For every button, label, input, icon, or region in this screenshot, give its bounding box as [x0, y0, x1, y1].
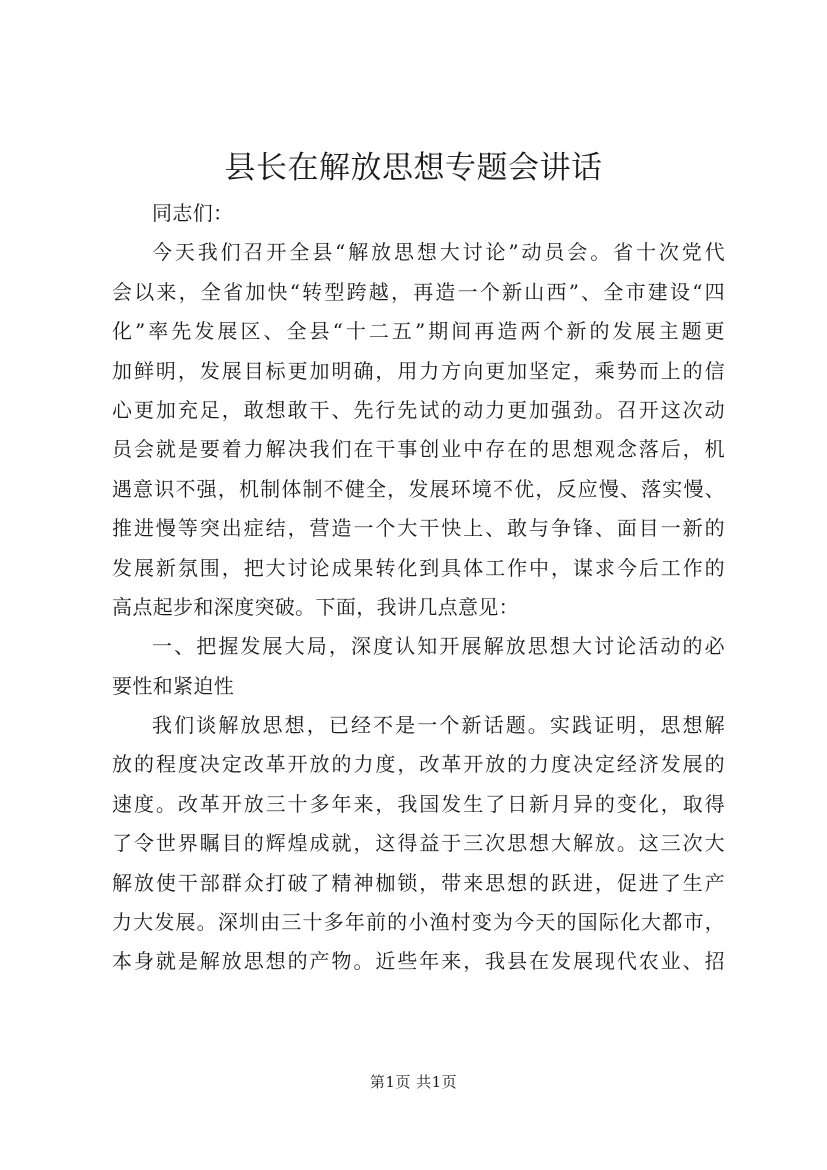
body-line: 速度。改革开放三十多年来，我国发生了日新月异的变化，取得 — [112, 791, 725, 816]
body-line: 化”率先发展区、全县“十二五”期间再造两个新的发展主题更 — [112, 319, 725, 344]
body-line: 放的程度决定改革开放的力度，改革开放的力度决定经济发展的 — [112, 752, 725, 777]
document-title: 县长在解放思想专题会讲话 — [224, 150, 603, 186]
body-line: 力大发展。深圳由三十多年前的小渔村变为今天的国际化大都市， — [112, 910, 725, 935]
body-line: 推进慢等突出症结，营造一个大干快上、敢与争锋、面目一新的 — [112, 516, 725, 541]
body-line: 高点起步和深度突破。下面，我讲几点意见： — [112, 594, 519, 619]
body-line: 本身就是解放思想的产物。近些年来，我县在发展现代农业、招 — [112, 949, 725, 974]
document-body — [112, 194, 725, 982]
body-line: 发展新氛围，把大讨论成果转化到具体工作中，谋求今后工作的 — [112, 555, 725, 580]
body-line: 遇意识不强，机制体制不健全，发展环境不优，反应慢、落实慢、 — [112, 476, 725, 501]
body-line: 会以来，全省加快“转型跨越，再造一个新山西”、全市建设“四 — [112, 279, 725, 304]
body-line: 我们谈解放思想，已经不是一个新话题。实践证明，思想解 — [152, 713, 725, 738]
body-line: 同志们： — [152, 201, 234, 225]
body-line: 加鲜明，发展目标更加明确，用力方向更加坚定，乘势而上的信 — [112, 358, 725, 383]
body-line: 了令世界瞩目的辉煌成就，这得益于三次思想大解放。这三次大 — [112, 831, 725, 856]
body-line: 员会就是要着力解决我们在干事创业中存在的思想观念落后，机 — [112, 437, 725, 462]
body-line: 要性和紧迫性 — [112, 673, 235, 698]
body-line: 一、把握发展大局，深度认知开展解放思想大讨论活动的必 — [152, 634, 725, 659]
body-line: 心更加充足，敢想敢干、先行先试的动力更加强劲。召开这次动 — [112, 397, 725, 422]
body-line: 今天我们召开全县“解放思想大讨论”动员会。省十次党代 — [152, 240, 725, 265]
body-line: 解放使干部群众打破了精神枷锁，带来思想的跃进，促进了生产 — [112, 870, 725, 895]
page-footer: 第1页 共1页 — [369, 1073, 458, 1091]
